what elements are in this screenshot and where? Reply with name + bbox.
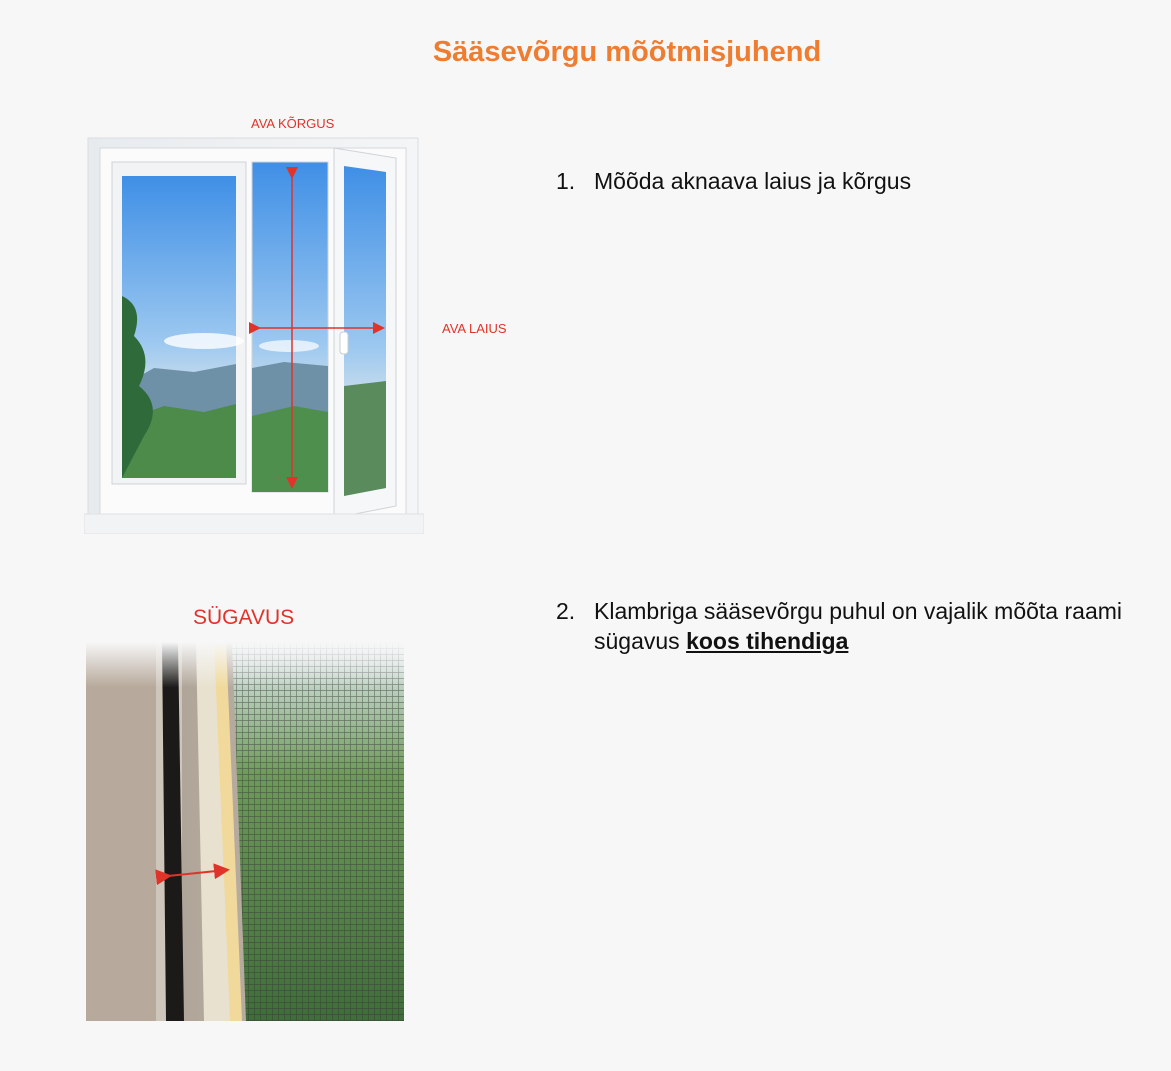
height-label: AVA KÕRGUS (251, 116, 335, 131)
width-label: AVA LAIUS (442, 321, 507, 336)
frame-depth-photo (86, 642, 404, 1021)
page-title: Sääsevõrgu mõõtmisjuhend (432, 36, 822, 68)
depth-label: SÜGAVUS (193, 606, 295, 629)
window-illustration (84, 136, 424, 534)
step-number: 2. (556, 598, 576, 624)
step-text: Klambriga sääsevõrgu puhul on vajalik mõõta raami sügavus (594, 598, 1123, 654)
step-emphasis: koos tihendiga (686, 628, 849, 654)
step-text: Mõõda aknaava laius ja kõrgus (594, 168, 912, 194)
step-text-container (594, 596, 1134, 656)
step-number: 1. (556, 168, 576, 194)
